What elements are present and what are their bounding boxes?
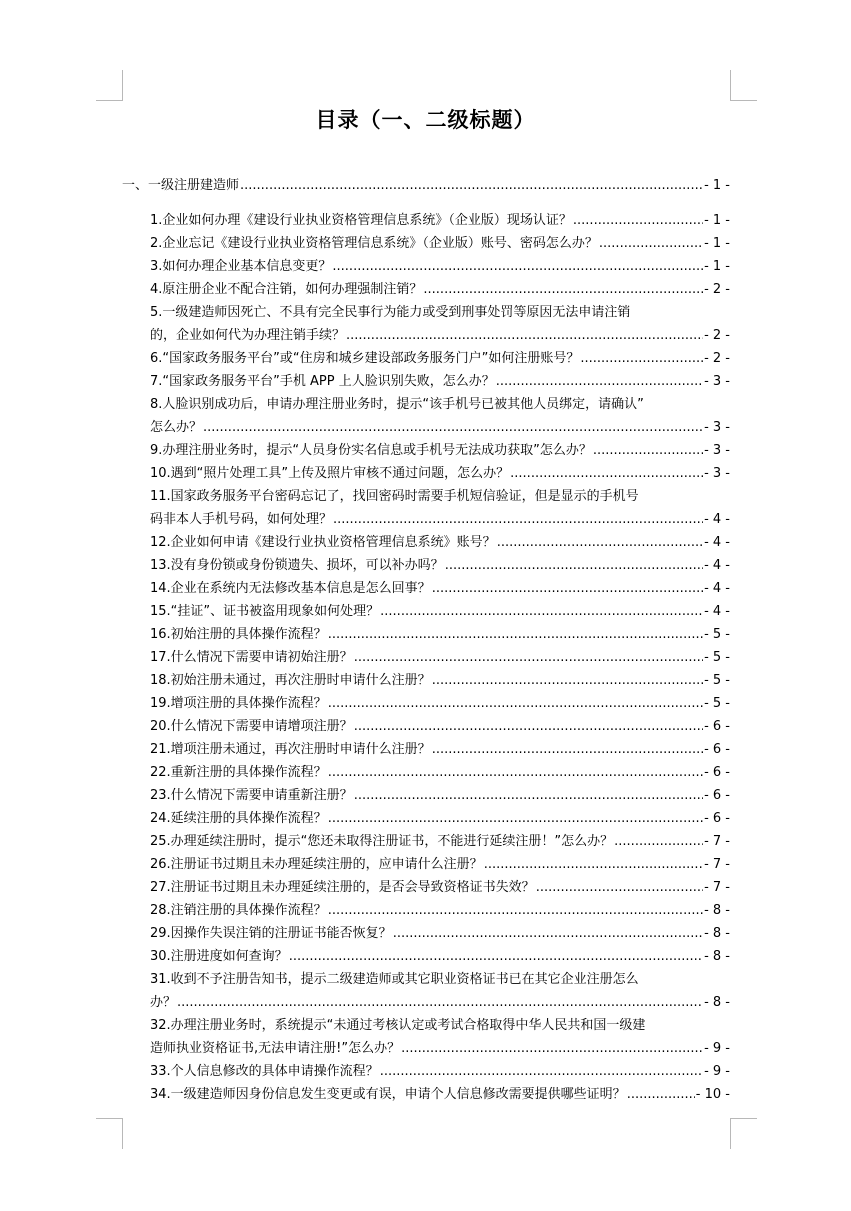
toc-entry-text: 27.注册证书过期且未办理延续注册的，是否会导致资格证书失效？ [150,880,535,895]
toc-page-number: - 10 - [695,1087,730,1102]
toc-entry[interactable] [150,1014,730,1060]
dot-leader [573,209,703,232]
toc-entry[interactable] [150,301,730,347]
dot-leader [332,255,703,278]
toc-page-number: - 7 - [704,880,730,895]
toc-page-number: - 6 - [704,742,730,757]
toc-page-number: - 4 - [704,558,730,573]
toc-entry-text: 5.一级建造师因死亡、不具有完全民事行为能力或受到刑事处罚等原因无法申请注销 [150,305,631,320]
toc-entry-text: 3.如何办理企业基本信息变更？ [150,259,332,274]
toc-page-number: - 1 - [704,259,730,274]
dot-leader [401,1037,703,1060]
toc-page-number: - 3 - [704,374,730,389]
toc-page-number: - 3 - [704,420,730,435]
toc-page-number: - 5 - [704,673,730,688]
toc-entry[interactable] [150,577,730,600]
toc-entry[interactable] [150,669,730,692]
dot-leader [354,784,703,807]
dot-leader [496,370,703,393]
toc-entry-text: 4.原注册企业不配合注销，如何办理强制注销？ [150,282,423,297]
toc-entry[interactable] [150,646,730,669]
toc-entry-text: 23.什么情况下需要申请重新注册？ [150,788,353,803]
toc-entry[interactable] [150,715,730,738]
toc-page-number: - 8 - [704,995,730,1010]
toc-entry[interactable] [150,370,730,393]
toc-entry-text: 32.办理注册业务时，系统提示“未通过考核认定或考试合格取得中华人民共和国一级建 [150,1018,646,1033]
dot-leader [393,922,703,945]
toc-entry-text: 办？ [150,995,177,1010]
toc-page-number: - 1 - [704,213,730,228]
dot-leader [328,623,703,646]
toc-entry-text: 31.收到不予注册告知书，提示二级建造师或其它职业资格证书已在其它企业注册怎么 [150,972,639,987]
toc-entry-text: 10.遇到“照片处理工具”上传及照片审核不通过问题，怎么办？ [150,466,510,481]
toc-entry-text: 2.企业忘记《建设行业执业资格管理信息系统》（企业版）账号、密码怎么办？ [150,236,598,251]
toc-page-number: - 5 - [704,650,730,665]
dot-leader [599,232,703,255]
toc-entry[interactable] [150,807,730,830]
toc-entry-text: 16.初始注册的具体操作流程？ [150,627,327,642]
toc-entry[interactable] [150,899,730,922]
dot-leader [354,646,703,669]
toc-entry[interactable] [150,393,730,439]
toc-page-number: - 4 - [704,581,730,596]
toc-entry[interactable] [150,531,730,554]
dot-leader [328,899,703,922]
toc-entry[interactable] [150,623,730,646]
toc-entry[interactable] [150,1083,730,1106]
toc-entry[interactable] [150,876,730,899]
toc-entry[interactable] [150,784,730,807]
toc-page-number: - 6 - [704,765,730,780]
toc-entry[interactable] [150,761,730,784]
toc-entry-text: 码非本人手机号码，如何处理？ [150,512,333,527]
toc-entry-text: 28.注销注册的具体操作流程？ [150,903,327,918]
toc-entry-text: 9.办理注册业务时，提示“人员身份实名信息或手机号无法成功获取”怎么办？ [150,443,592,458]
toc-page-number: - 8 - [704,903,730,918]
toc-entry[interactable] [150,968,730,1014]
dot-leader [203,416,703,439]
toc-entry-text: 29.因操作失误注销的注册证书能否恢复？ [150,926,392,941]
dot-leader [328,807,703,830]
toc-page-number: - 6 - [704,788,730,803]
toc-entry-text: 13.没有身份锁或身份锁遗失、损坏，可以补办吗？ [150,558,444,573]
toc-page-number: - 1 - [704,178,730,193]
toc-entry[interactable] [150,692,730,715]
toc-page-number: - 4 - [704,604,730,619]
toc-entry-text: 的，企业如何代为办理注销手续？ [150,328,346,343]
dot-leader [328,692,703,715]
dot-leader [445,554,703,577]
toc-entry-text: 19.增项注册的具体操作流程？ [150,696,327,711]
toc-entry-text: 34.一级建造师因身份信息发生变更或有误，申请个人信息修改需要提供哪些证明？ [150,1087,626,1102]
toc-entry[interactable] [150,853,730,876]
toc-entry[interactable] [150,830,730,853]
dot-leader [536,876,703,899]
toc-entry-text: 26.注册证书过期且未办理延续注册的，应申请什么注册？ [150,857,483,872]
toc-page-number: - 1 - [704,236,730,251]
toc-page-number: - 8 - [704,926,730,941]
toc-entry-text: 8.人脸识别成功后，申请办理注册业务时，提示“该手机号已被其他人员绑定，请确认” [150,397,644,412]
toc-entry[interactable] [150,439,730,462]
toc-page-number: - 5 - [704,696,730,711]
dot-leader [354,715,703,738]
toc-page-number: - 2 - [704,351,730,366]
dot-leader [328,761,703,784]
dot-leader [432,738,703,761]
toc-entry-text: 造师执业资格证书,无法申请注册!”怎么办？ [150,1041,401,1056]
toc-page-number: - 3 - [704,443,730,458]
dot-leader [380,600,703,623]
toc-page-number: - 7 - [704,857,730,872]
toc-page-number: - 2 - [704,282,730,297]
toc-entry[interactable] [150,209,730,232]
toc-entry[interactable] [150,922,730,945]
toc-page-number: - 7 - [704,834,730,849]
toc-page-number: - 9 - [704,1041,730,1056]
dot-leader [289,945,703,968]
toc-entry[interactable] [150,554,730,577]
dot-leader [177,991,703,1014]
page-title: 目录（一、二级标题） [315,107,536,132]
toc-entry[interactable] [150,462,730,485]
dot-leader [593,439,703,462]
toc-entry-text: 22.重新注册的具体操作流程？ [150,765,327,780]
dot-leader [423,278,703,301]
dot-leader [432,669,703,692]
toc-entry-text: 6.“国家政务服务平台”或“住房和城乡建设部政务服务门户”如何注册账号？ [150,351,580,366]
toc-entry-text: 33.个人信息修改的具体申请操作流程？ [150,1064,379,1079]
toc-entry-text: 7.“国家政务服务平台”手机 APP 上人脸识别失败，怎么办？ [150,374,495,389]
toc-entry[interactable] [150,1060,730,1083]
dot-leader [497,531,703,554]
toc-page-number: - 6 - [704,811,730,826]
toc-entry-text: 12.企业如何申请《建设行业执业资格管理信息系统》账号？ [150,535,496,550]
dot-leader [380,1060,703,1083]
toc-entry-text: 30.注册进度如何查询？ [150,949,288,964]
toc-page-number: - 2 - [704,328,730,343]
toc-page-number: - 3 - [704,466,730,481]
toc-entry[interactable] [150,945,730,968]
toc-entry-text: 1.企业如何办理《建设行业执业资格管理信息系统》（企业版）现场认证？ [150,213,572,228]
toc-page-number: - 6 - [704,719,730,734]
toc-entry[interactable] [150,738,730,761]
dot-leader [346,324,703,347]
toc-page-number: - 9 - [704,1064,730,1079]
toc-page-number: - 5 - [704,627,730,642]
toc-entry-text: 15.“挂证”、证书被盗用现象如何处理？ [150,604,380,619]
dot-leader [484,853,703,876]
dot-leader [333,508,703,531]
toc-entry-text: 一、一级注册建造师 [122,178,240,193]
dot-leader [580,347,703,370]
toc-entry-text: 18.初始注册未通过，再次注册时申请什么注册？ [150,673,431,688]
toc-entry[interactable] [150,232,730,255]
toc-entry-text: 怎么办？ [150,420,203,435]
toc-entry-text: 20.什么情况下需要申请增项注册？ [150,719,353,734]
toc-entry-text: 17.什么情况下需要申请初始注册？ [150,650,353,665]
toc-entry[interactable] [150,347,730,370]
toc-page-number: - 4 - [704,535,730,550]
toc-entry[interactable] [150,600,730,623]
toc-entry-text: 11.国家政务服务平台密码忘记了，找回密码时需要手机短信验证，但是显示的手机号 [150,489,639,504]
toc-entry-text: 24.延续注册的具体操作流程？ [150,811,327,826]
toc-entry[interactable] [150,485,730,531]
dot-leader [614,830,703,853]
toc-entry[interactable] [150,278,730,301]
toc-entry-text: 25.办理延续注册时，提示“您还未取得注册证书，不能进行延续注册！”怎么办？ [150,834,614,849]
toc-entry[interactable] [150,255,730,278]
toc-page-number: - 8 - [704,949,730,964]
toc-level1-entry[interactable] [122,174,730,197]
toc-entry-text: 14.企业在系统内无法修改基本信息是怎么回事？ [150,581,431,596]
dot-leader [432,577,703,600]
toc-page-number: - 4 - [704,512,730,527]
dot-leader [510,462,703,485]
dot-leader [627,1083,695,1106]
dot-leader [240,174,703,197]
toc-entry-text: 21.增项注册未通过，再次注册时申请什么注册？ [150,742,431,757]
